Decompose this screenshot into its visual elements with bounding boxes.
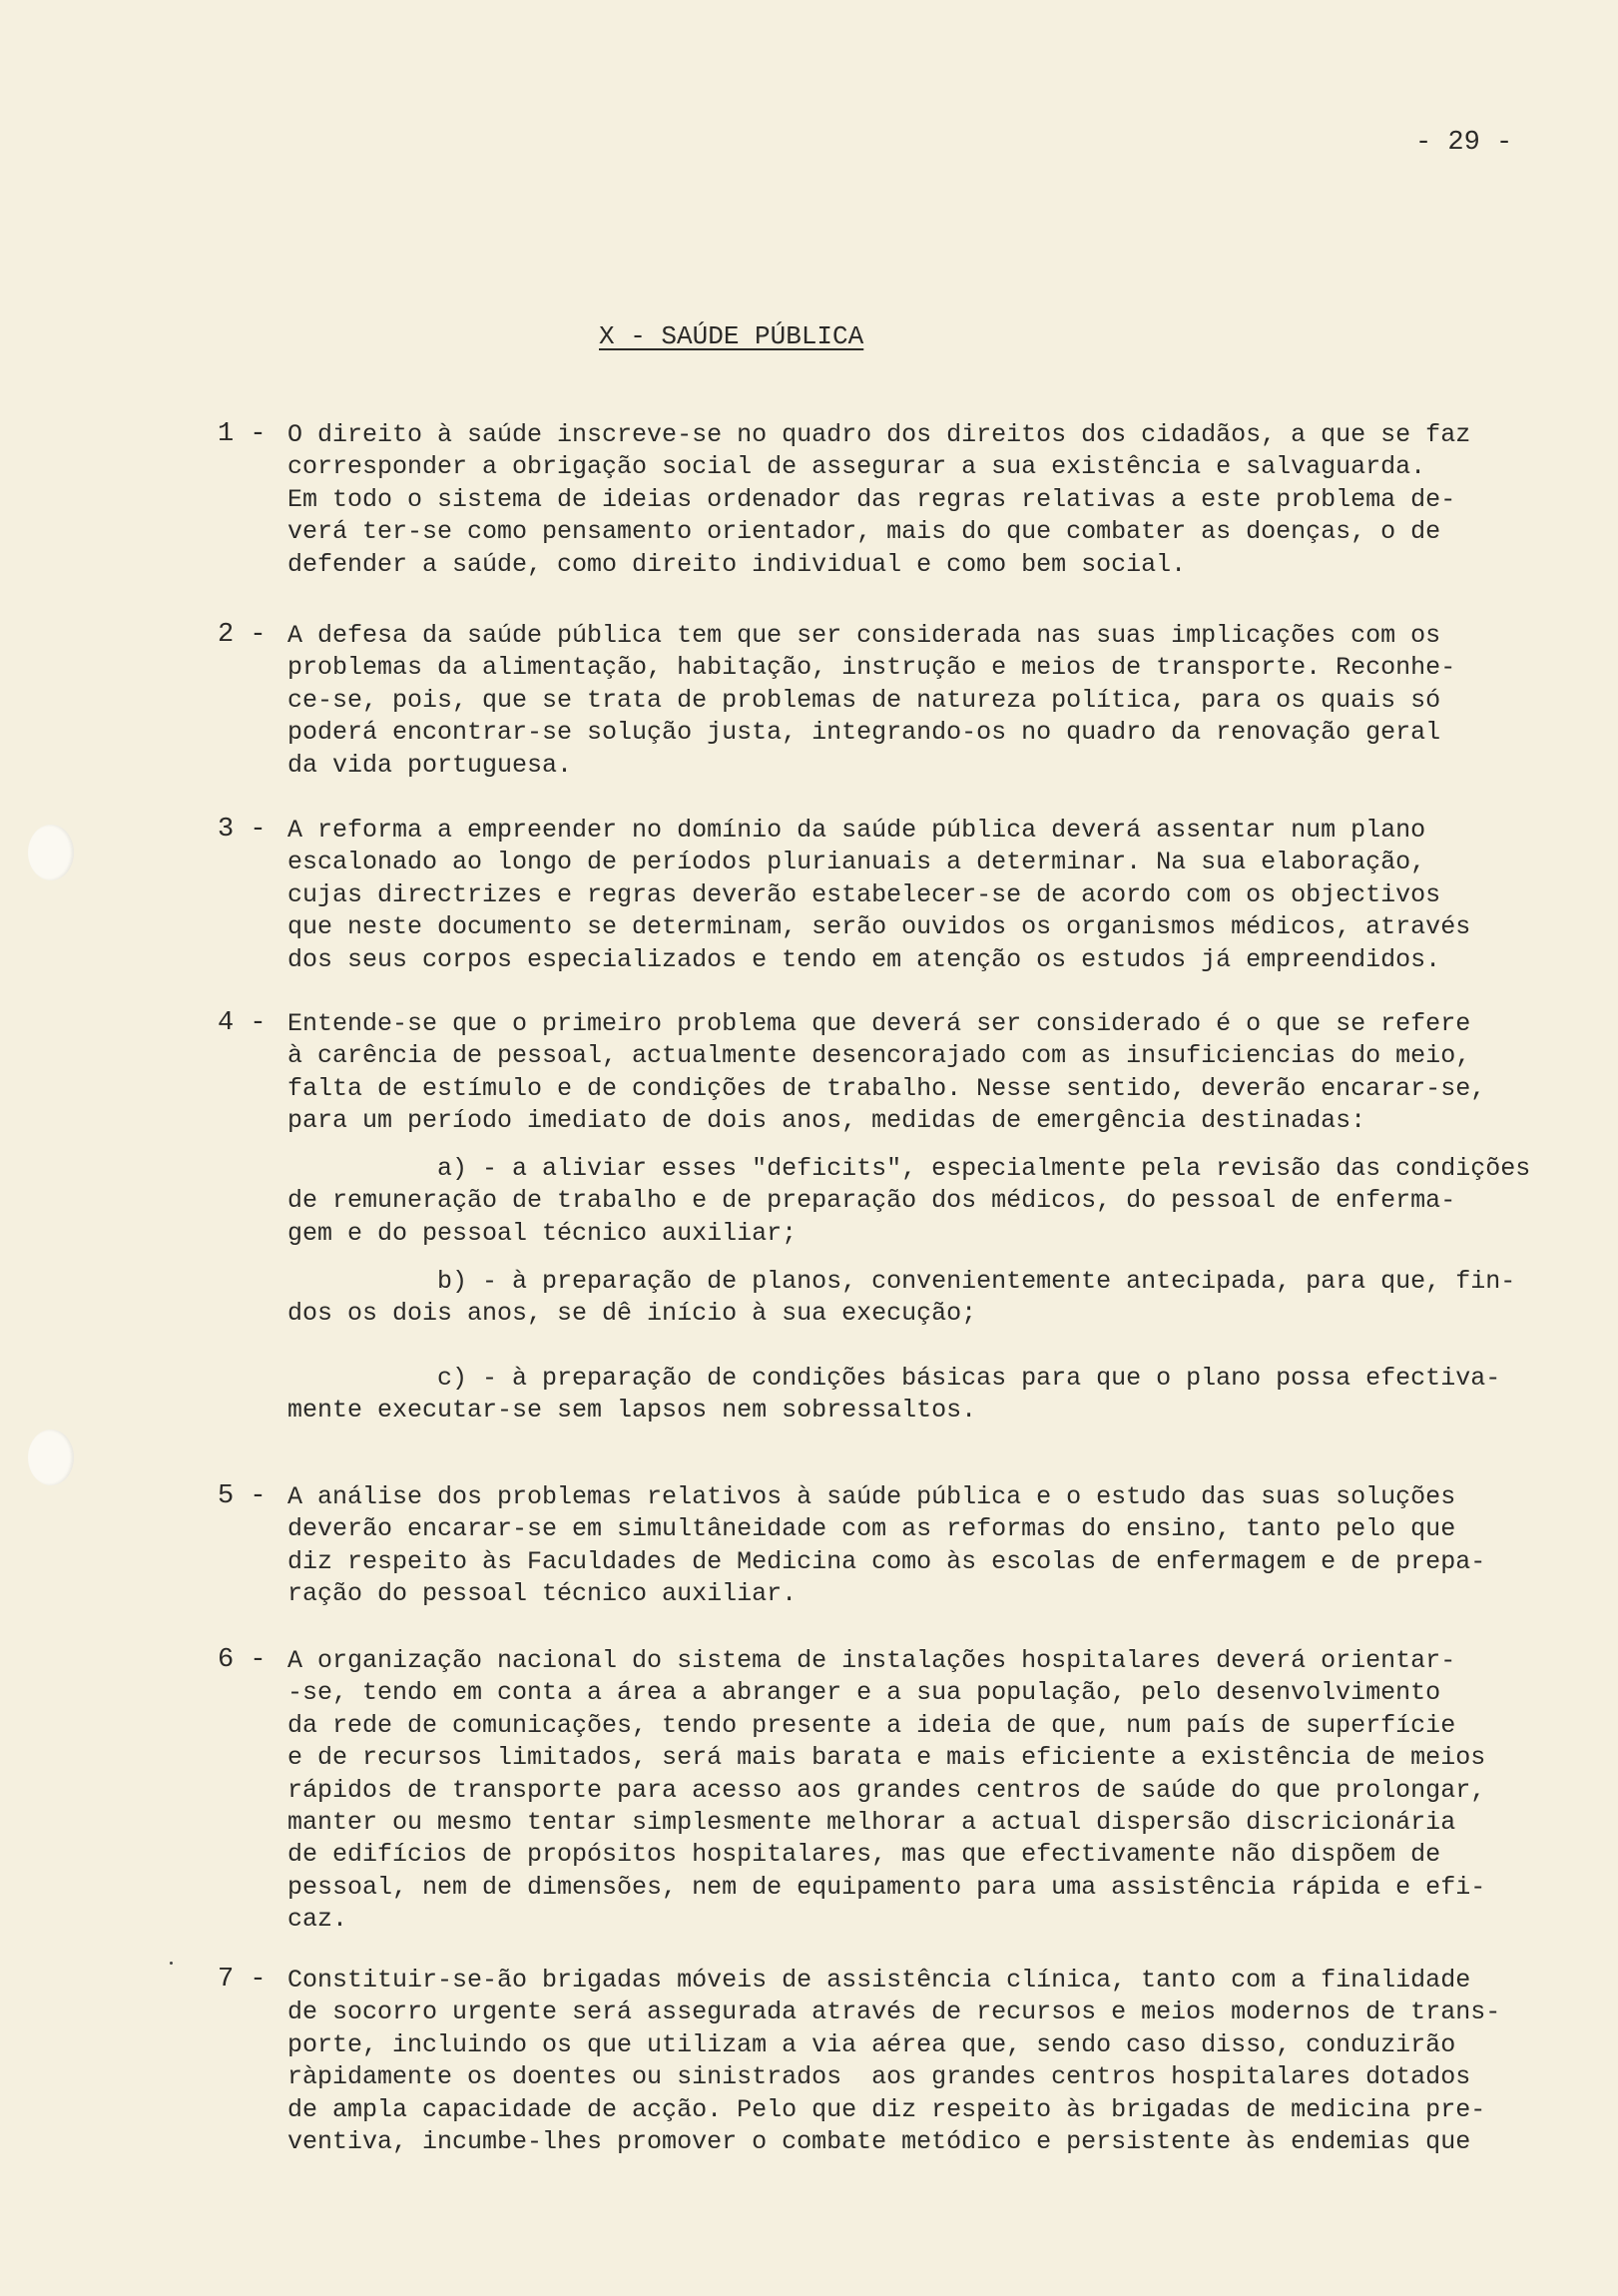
text-line: de remuneração de trabalho e de preparação dos médicos, do pessoal de enferma- <box>287 1186 1456 1216</box>
page-number: - 29 - <box>1415 128 1513 158</box>
text-line: A organização nacional do sistema de instalações hospitalares deverá orientar- <box>287 1646 1456 1675</box>
paragraph-number: 5 - <box>218 1481 267 1511</box>
text-line: defender a saúde, como direito individual e como bem social. <box>287 549 1187 579</box>
text-line: e de recursos limitados, será mais barata e mais eficiente a existência de meios <box>287 1743 1486 1773</box>
text-line: -se, tendo em conta a área a abranger e a sua população, pelo desenvolvimento <box>287 1678 1441 1708</box>
text-line: deverão encarar-se em simultâneidade com as reformas do ensino, tanto pelo que <box>287 1514 1456 1544</box>
paragraph-body <box>287 1153 1555 1250</box>
text-line: para um período imediato de dois anos, medidas de emergência destinadas: <box>287 1106 1366 1136</box>
text-line: rápidos de transporte para acesso aos grandes centros de saúde do que prolongar, <box>287 1775 1486 1805</box>
punch-hole <box>28 825 74 880</box>
text-line: A defesa da saúde pública tem que ser considerada nas suas implicações com os <box>287 621 1441 650</box>
ink-speck <box>170 1962 173 1965</box>
paragraph-body <box>287 1645 1555 1937</box>
text-line: dos seus corpos especializados e tendo em atenção os estudos já empreendidos. <box>287 944 1441 974</box>
text-line: c) - à preparação de condições básicas para que o plano possa efectiva- <box>287 1364 1501 1393</box>
paragraph-body <box>287 815 1555 976</box>
text-line: de ampla capacidade de acção. Pelo que diz respeito às brigadas de medicina pre- <box>287 2094 1486 2124</box>
text-line: falta de estímulo e de condições de trabalho. Nesse sentido, deverão encarar-se, <box>287 1073 1486 1103</box>
text-line: à carência de pessoal, actualmente desencorajado com as insuficiencias do meio, <box>287 1041 1471 1071</box>
text-line: gem e do pessoal técnico auxiliar; <box>287 1218 798 1248</box>
text-line: A reforma a empreender no domínio da saúde pública deverá assentar num plano <box>287 816 1426 845</box>
text-line: corresponder a obrigação social de assegurar a sua existência e salvaguarda. <box>287 452 1426 482</box>
text-line: poderá encontrar-se solução justa, integrando-os no quadro da renovação geral <box>287 718 1441 748</box>
text-line: ventiva, incumbe-lhes promover o combate metódico e persistente às endemias que <box>287 2126 1471 2156</box>
text-line: porte, incluindo os que utilizam a via aérea que, sendo caso disso, conduzirão <box>287 2029 1456 2059</box>
text-line: Em todo o sistema de ideias ordenador das regras relativas a este problema de- <box>287 484 1456 514</box>
paragraph-body <box>287 1965 1555 2158</box>
section-title: X - SAÚDE PÚBLICA <box>599 321 864 351</box>
text-line: cujas directrizes e regras deverão estabelecer-se de acordo com os objectivos <box>287 879 1441 909</box>
text-line: escalonado ao longo de períodos plurianuais a determinar. Na sua elaboração, <box>287 848 1426 877</box>
text-line: da vida portuguesa. <box>287 750 573 780</box>
paragraph-body <box>287 419 1555 581</box>
text-line: manter ou mesmo tentar simplesmente melhorar a actual dispersão discricionária <box>287 1807 1456 1837</box>
text-line: diz respeito às Faculdades de Medicina como às escolas de enfermagem e de prepa- <box>287 1546 1486 1576</box>
text-line: verá ter-se como pensamento orientador, mais do que combater as doenças, o de <box>287 517 1441 547</box>
text-line: da rede de comunicações, tendo presente a ideia de que, num país de superfície <box>287 1710 1456 1740</box>
text-line: Constituir-se-ão brigadas móveis de assistência clínica, tanto com a finalidade <box>287 1966 1471 1995</box>
text-line: ce-se, pois, que se trata de problemas de natureza política, para os quais só <box>287 685 1441 715</box>
paragraph-number: 6 - <box>218 1645 267 1675</box>
text-line: mente executar-se sem lapsos nem sobressaltos. <box>287 1396 977 1426</box>
paragraph-body <box>287 620 1555 782</box>
text-line: de edifícios de propósitos hospitalares, mas que efectivamente não dispõem de <box>287 1840 1441 1870</box>
text-line: A análise dos problemas relativos à saúde pública e o estudo das suas soluções <box>287 1482 1456 1511</box>
text-line: caz. <box>287 1905 348 1935</box>
paragraph-number: 3 - <box>218 815 267 845</box>
text-line: ràpidamente os doentes ou sinistrados aos grandes centros hospitalares dotados <box>287 2062 1471 2092</box>
paragraph-number: 2 - <box>218 620 267 650</box>
paragraph-body <box>287 1481 1555 1611</box>
text-line: pessoal, nem de dimensões, nem de equipamento para uma assistência rápida e efi- <box>287 1872 1486 1902</box>
text-line: Entende-se que o primeiro problema que deverá ser considerado é o que se refere <box>287 1009 1471 1038</box>
text-line: O direito à saúde inscreve-se no quadro dos direitos dos cidadãos, a que se faz <box>287 420 1471 449</box>
text-line: problemas da alimentação, habitação, instrução e meios de transporte. Reconhe- <box>287 653 1456 683</box>
paragraph-body <box>287 1008 1555 1138</box>
text-line: que neste documento se determinam, serão ouvidos os organismos médicos, através <box>287 912 1471 942</box>
paragraph-number: 1 - <box>218 419 267 449</box>
paragraph-number: 4 - <box>218 1008 267 1038</box>
text-line: b) - à preparação de planos, convenientemente antecipada, para que, fin- <box>287 1267 1516 1296</box>
text-line: ração do pessoal técnico auxiliar. <box>287 1579 798 1609</box>
text-line: de socorro urgente será assegurada através de recursos e meios modernos de trans- <box>287 1998 1501 2027</box>
text-line: dos os dois anos, se dê início à sua execução; <box>287 1299 977 1329</box>
paragraph-body <box>287 1266 1555 1331</box>
text-line: a) - a aliviar esses "deficits", especialmente pela revisão das condições <box>287 1154 1531 1183</box>
punch-hole <box>28 1430 74 1485</box>
paragraph-body <box>287 1363 1555 1428</box>
paragraph-number: 7 - <box>218 1965 267 1995</box>
